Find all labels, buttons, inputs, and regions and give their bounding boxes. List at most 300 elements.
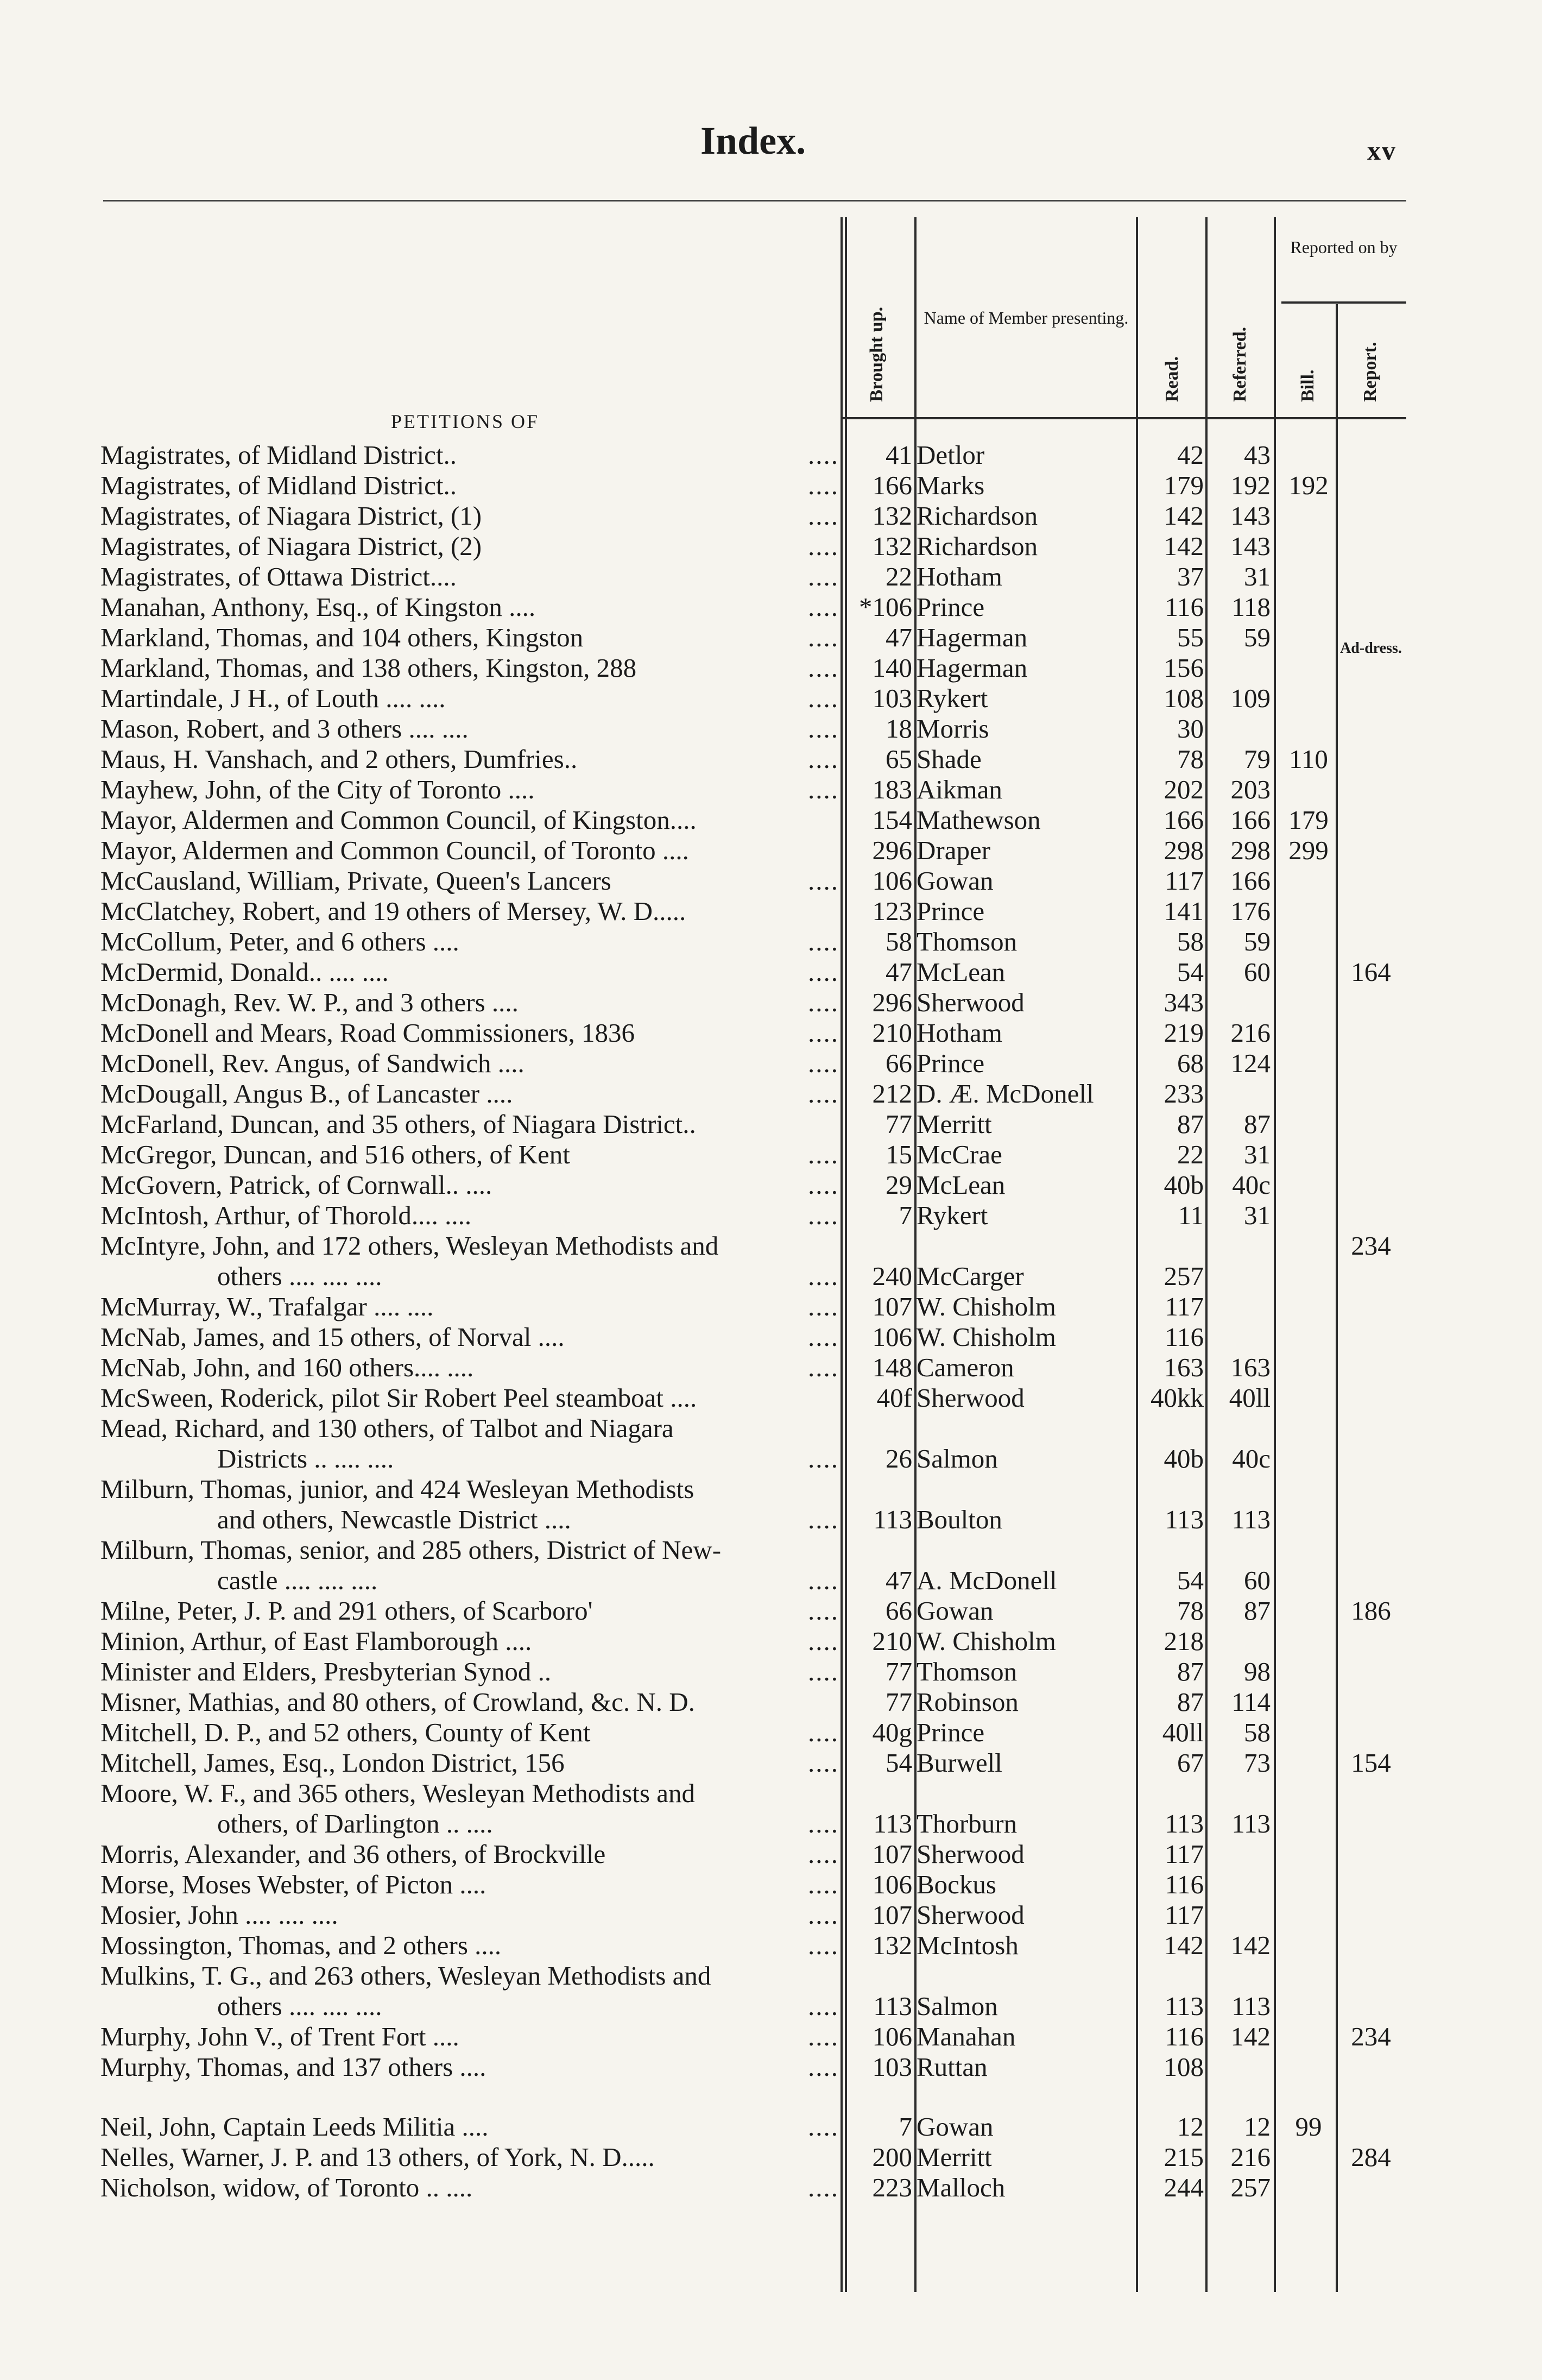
petitioner-name: Morse, Moses Webster, of Picton .... [100, 1869, 486, 1899]
table-row [0, 1352, 1542, 1383]
page-title: Index. [700, 119, 806, 162]
member-name: Prince [917, 1717, 985, 1747]
petitioner-name: Mossington, Thomas, and 2 others .... [100, 1930, 502, 1960]
brought-up-value: 148 [872, 1352, 912, 1382]
col-member: Name of Member presenting. [924, 308, 1129, 328]
referred-value: 109 [1230, 683, 1271, 713]
read-value: 179 [1164, 470, 1204, 500]
read-value: 116 [1165, 1869, 1204, 1899]
referred-value: 79 [1244, 744, 1271, 774]
read-value: 142 [1164, 1930, 1204, 1960]
member-name: Sherwood [917, 1900, 1025, 1930]
leader-dots: .... [808, 2112, 839, 2142]
read-value: 113 [1165, 1504, 1204, 1534]
read-value: 117 [1165, 1292, 1204, 1321]
leader-dots: .... [808, 1596, 839, 1626]
brought-up-value: 47 [886, 622, 912, 652]
table-row [0, 866, 1542, 896]
read-value: 113 [1165, 1809, 1204, 1838]
brought-up-value: 296 [872, 987, 912, 1017]
petitioner-name: McDonagh, Rev. W. P., and 3 others .... [100, 987, 519, 1017]
petitioner-name: others, of Darlington .. .... [217, 1809, 493, 1838]
read-value: 233 [1164, 1079, 1204, 1109]
leader-dots: .... [808, 1444, 839, 1474]
leader-dots: .... [808, 1139, 839, 1169]
brought-up-value: 240 [872, 1261, 912, 1291]
read-value: 219 [1164, 1018, 1204, 1048]
brought-up-value: 106 [872, 1322, 912, 1352]
referred-value: 203 [1230, 775, 1271, 804]
table-row [0, 1200, 1542, 1231]
leader-dots: .... [808, 1200, 839, 1230]
read-value: 42 [1177, 440, 1204, 470]
member-name: Hotham [917, 1018, 1002, 1048]
petitioner-name: McNab, John, and 160 others.... .... [100, 1352, 474, 1382]
read-value: 30 [1177, 714, 1204, 744]
table-row [0, 1170, 1542, 1200]
report-value: 154 [1351, 1748, 1391, 1778]
leader-dots: .... [808, 957, 839, 987]
brought-up-value: 26 [886, 1444, 912, 1474]
member-name: Cameron [917, 1352, 1014, 1382]
read-value: 343 [1164, 987, 1204, 1017]
member-name: Prince [917, 896, 985, 926]
referred-value: 298 [1230, 835, 1271, 865]
table-row [0, 927, 1542, 957]
table-row [0, 2022, 1542, 2052]
table-row [0, 714, 1542, 744]
referred-value: 31 [1244, 1139, 1271, 1169]
petitioner-name: Misner, Mathias, and 80 others, of Crowland, &c. N. D. [100, 1687, 695, 1717]
petitioner-name: Minion, Arthur, of East Flamborough .... [100, 1626, 532, 1656]
table-row [0, 1079, 1542, 1109]
referred-value: 163 [1230, 1352, 1271, 1382]
read-value: 87 [1177, 1109, 1204, 1139]
read-value: 163 [1164, 1352, 1204, 1382]
referred-value: 257 [1230, 2173, 1271, 2202]
brought-up-value: 15 [886, 1139, 912, 1169]
brought-up-value: 113 [873, 1991, 912, 2021]
member-name: Mathewson [917, 805, 1041, 835]
leader-dots: .... [808, 1261, 839, 1291]
table-row [0, 1018, 1542, 1048]
member-name: Robinson [917, 1687, 1019, 1717]
petitioner-name: McSween, Roderick, pilot Sir Robert Peel steamboat .... [100, 1383, 697, 1413]
leader-dots: .... [808, 531, 839, 561]
brought-up-value: 66 [886, 1596, 912, 1626]
leader-dots: .... [808, 1504, 839, 1534]
petitioner-name: Minister and Elders, Presbyterian Synod .. [100, 1657, 552, 1686]
petitioner-name: Murphy, John V., of Trent Fort .... [100, 2022, 459, 2051]
read-value: 54 [1177, 1565, 1204, 1595]
table-row [0, 1930, 1542, 1961]
member-name: Salmon [917, 1991, 998, 2021]
table-row [0, 1839, 1542, 1869]
member-name: D. Æ. McDonell [917, 1079, 1094, 1109]
read-value: 156 [1164, 653, 1204, 683]
table-row [0, 501, 1542, 531]
rule-reported-sub [1281, 301, 1406, 304]
referred-value: 59 [1244, 927, 1271, 956]
table-row [0, 1231, 1542, 1261]
col-report: Report. [1360, 342, 1380, 402]
leader-dots: .... [808, 1352, 839, 1382]
referred-value: 143 [1230, 501, 1271, 531]
brought-up-value: 40f [876, 1383, 912, 1413]
referred-value: 114 [1231, 1687, 1271, 1717]
member-name: Gowan [917, 866, 994, 896]
member-name: Gowan [917, 2112, 994, 2142]
table-row [0, 1444, 1542, 1474]
brought-up-value: 106 [872, 2022, 912, 2051]
leader-dots: .... [808, 1657, 839, 1686]
petitioner-name: Mead, Richard, and 130 others, of Talbot and Niagara [100, 1413, 674, 1443]
petitioner-name: Moore, W. F., and 365 others, Wesleyan Methodists and [100, 1778, 695, 1808]
brought-up-value: 200 [872, 2142, 912, 2172]
read-value: 117 [1165, 1900, 1204, 1930]
referred-value: 113 [1231, 1504, 1271, 1534]
leader-dots: .... [808, 744, 839, 774]
table-row [0, 1717, 1542, 1748]
petitioner-name: others .... .... .... [217, 1991, 382, 2021]
member-name: McLean [917, 1170, 1006, 1200]
leader-dots: .... [808, 653, 839, 683]
petitioner-name: Morris, Alexander, and 36 others, of Brockville [100, 1839, 606, 1869]
brought-up-value: 123 [872, 896, 912, 926]
table-row [0, 470, 1542, 501]
report-value: 234 [1351, 2022, 1391, 2051]
brought-up-value: 296 [872, 835, 912, 865]
referred-value: 216 [1230, 2142, 1271, 2172]
brought-up-value: 18 [886, 714, 912, 744]
member-name: W. Chisholm [917, 1626, 1056, 1656]
member-name: Sherwood [917, 1839, 1025, 1869]
brought-up-value: 223 [872, 2173, 912, 2202]
petitioner-name: Magistrates, of Niagara District, (1) [100, 501, 482, 531]
referred-value: 142 [1230, 2022, 1271, 2051]
referred-value: 98 [1244, 1657, 1271, 1686]
referred-value: 113 [1231, 1809, 1271, 1838]
petitioner-name: Martindale, J H., of Louth .... .... [100, 683, 446, 713]
petitioner-name: Magistrates, of Midland District.. [100, 440, 457, 470]
read-value: 87 [1177, 1657, 1204, 1686]
header-rule [103, 200, 1406, 202]
member-name: Thorburn [917, 1809, 1018, 1838]
table-row [0, 805, 1542, 835]
member-name: McIntosh [917, 1930, 1019, 1960]
brought-up-value: 29 [886, 1170, 912, 1200]
read-value: 166 [1164, 805, 1204, 835]
petitioner-name: McCollum, Peter, and 6 others .... [100, 927, 459, 956]
table-row [0, 1413, 1542, 1444]
member-name: Prince [917, 592, 985, 622]
petitioner-name: Maus, H. Vanshach, and 2 others, Dumfries.. [100, 744, 578, 774]
brought-up-value: 103 [872, 2052, 912, 2082]
member-name: McCarger [917, 1261, 1024, 1291]
brought-up-value: 107 [872, 1292, 912, 1321]
leader-dots: .... [808, 470, 839, 500]
table-row [0, 1809, 1542, 1839]
member-name: McLean [917, 957, 1006, 987]
read-value: 12 [1177, 2112, 1204, 2142]
table-row [0, 1565, 1542, 1596]
bill-value: 299 [1288, 835, 1329, 865]
read-value: 117 [1165, 866, 1204, 896]
read-value: 37 [1177, 562, 1204, 591]
petitioner-name: Murphy, Thomas, and 137 others .... [100, 2052, 486, 2082]
leader-dots: .... [808, 1930, 839, 1960]
petitioner-name: McClatchey, Robert, and 19 others of Mersey, W. D..... [100, 896, 686, 926]
leader-dots: .... [808, 1991, 839, 2021]
table-row [0, 1869, 1542, 1900]
petitioner-name: McIntosh, Arthur, of Thorold.... .... [100, 1200, 472, 1230]
referred-value: 192 [1230, 470, 1271, 500]
petitioner-name: McFarland, Duncan, and 35 others, of Niagara District.. [100, 1109, 696, 1139]
read-value: 54 [1177, 957, 1204, 987]
leader-dots: .... [808, 501, 839, 531]
brought-up-value: 106 [872, 866, 912, 896]
table-row [0, 1687, 1542, 1717]
petitioner-name: Mason, Robert, and 3 others .... .... [100, 714, 469, 744]
leader-dots: .... [808, 440, 839, 470]
read-value: 11 [1178, 1200, 1204, 1230]
member-name: Ruttan [917, 2052, 988, 2082]
table-row [0, 744, 1542, 775]
table-row [0, 1778, 1542, 1809]
petitioner-name: McNab, James, and 15 others, of Norval .... [100, 1322, 565, 1352]
brought-up-value: 154 [872, 805, 912, 835]
petitioner-name: Mayor, Aldermen and Common Council, of Kingston.... [100, 805, 697, 835]
read-value: 40b [1164, 1444, 1204, 1474]
table-row [0, 1048, 1542, 1079]
referred-value: 58 [1244, 1717, 1271, 1747]
read-value: 202 [1164, 775, 1204, 804]
table-row [0, 2173, 1542, 2203]
brought-up-value: 103 [872, 683, 912, 713]
member-name: Thomson [917, 1657, 1018, 1686]
table-row [0, 592, 1542, 622]
table-row [0, 640, 1542, 683]
referred-value: 166 [1230, 805, 1271, 835]
member-name: Richardson [917, 531, 1038, 561]
member-name: Marks [917, 470, 985, 500]
member-name: Burwell [917, 1748, 1002, 1778]
read-value: 116 [1165, 592, 1204, 622]
member-name: A. McDonell [917, 1565, 1057, 1595]
member-name: Sherwood [917, 1383, 1025, 1413]
petitioner-name: Mitchell, D. P., and 52 others, County of Kent [100, 1717, 591, 1747]
table-row [0, 1383, 1542, 1413]
read-value: 142 [1164, 501, 1204, 531]
read-value: 113 [1165, 1991, 1204, 2021]
member-name: Morris [917, 714, 989, 744]
table-row [0, 683, 1542, 714]
member-name: Rykert [917, 683, 988, 713]
leader-dots: .... [808, 592, 839, 622]
member-name: Richardson [917, 501, 1038, 531]
petitioner-name: Magistrates, of Ottawa District.... [100, 562, 457, 591]
bill-value: 179 [1288, 805, 1329, 835]
referred-value: 31 [1244, 1200, 1271, 1230]
table-row [0, 1626, 1542, 1657]
table-row [0, 1261, 1542, 1292]
brought-up-value: 107 [872, 1839, 912, 1869]
referred-value: 59 [1244, 622, 1271, 652]
brought-up-value: 47 [886, 957, 912, 987]
brought-up-value: 66 [886, 1048, 912, 1078]
member-name: McCrae [917, 1139, 1002, 1169]
petitioner-name: McGregor, Duncan, and 516 others, of Kent [100, 1139, 570, 1169]
read-value: 58 [1177, 927, 1204, 956]
table-row [0, 2142, 1542, 2173]
brought-up-value: 106 [872, 1869, 912, 1899]
leader-dots: .... [808, 562, 839, 591]
referred-value: 60 [1244, 957, 1271, 987]
petitioner-name: McCausland, William, Private, Queen's Lancers [100, 866, 611, 896]
table-row [0, 1292, 1542, 1322]
petitioner-name: Mayhew, John, of the City of Toronto .... [100, 775, 535, 804]
leader-dots: .... [808, 1565, 839, 1595]
table-row [0, 835, 1542, 866]
table-row [0, 1322, 1542, 1352]
leader-dots: .... [808, 1292, 839, 1321]
petitioner-name: Manahan, Anthony, Esq., of Kingston .... [100, 592, 536, 622]
petitioner-name: Nicholson, widow, of Toronto .. .... [100, 2173, 473, 2202]
leader-dots: .... [808, 2052, 839, 2082]
col-referred: Referred. [1230, 326, 1250, 402]
table-row [0, 440, 1542, 470]
read-value: 215 [1164, 2142, 1204, 2172]
brought-up-value: 132 [872, 531, 912, 561]
brought-up-value: 212 [872, 1079, 912, 1109]
petitioner-name: McMurray, W., Trafalgar .... .... [100, 1292, 434, 1321]
member-name: W. Chisholm [917, 1322, 1056, 1352]
member-name: Detlor [917, 440, 985, 470]
brought-up-value: 47 [886, 1565, 912, 1595]
member-name: W. Chisholm [917, 1292, 1056, 1321]
bill-value: 99 [1295, 2112, 1322, 2142]
member-name: Aikman [917, 775, 1002, 804]
member-name: Malloch [917, 2173, 1006, 2202]
referred-value: 12 [1244, 2112, 1271, 2142]
referred-value: 176 [1230, 896, 1271, 926]
petitioner-name: Neil, John, Captain Leeds Militia .... [100, 2112, 489, 2142]
read-value: 142 [1164, 531, 1204, 561]
read-value: 244 [1164, 2173, 1204, 2202]
referred-value: 118 [1231, 592, 1271, 622]
petitioner-name: McIntyre, John, and 172 others, Wesleyan Methodists and [100, 1231, 719, 1261]
read-value: 40ll [1162, 1717, 1204, 1747]
petitioner-name: Milne, Peter, J. P. and 291 others, of Scarboro' [100, 1596, 593, 1626]
read-value: 55 [1177, 622, 1204, 652]
leader-dots: .... [808, 1839, 839, 1869]
brought-up-value: 132 [872, 1930, 912, 1960]
petitioner-name: McDonell, Rev. Angus, of Sandwich .... [100, 1048, 524, 1078]
member-name: Gowan [917, 1596, 994, 1626]
report-value: 186 [1351, 1596, 1391, 1626]
leader-dots: .... [808, 775, 839, 804]
member-name: Sherwood [917, 987, 1025, 1017]
petitioner-name: Milburn, Thomas, junior, and 424 Wesleyan Methodists [100, 1474, 694, 1504]
leader-dots: .... [808, 1048, 839, 1078]
col-reported-on-by: Reported on by [1290, 237, 1398, 257]
petitioner-name: Mulkins, T. G., and 263 others, Wesleyan Methodists and [100, 1961, 711, 1991]
referred-value: 40c [1232, 1444, 1271, 1474]
leader-dots: .... [808, 1900, 839, 1930]
leader-dots: .... [808, 2022, 839, 2051]
referred-value: 87 [1244, 1109, 1271, 1139]
member-name: Bockus [917, 1869, 996, 1899]
table-row [0, 896, 1542, 927]
member-name: Hotham [917, 562, 1002, 591]
petitioner-name: Magistrates, of Midland District.. [100, 470, 457, 500]
brought-up-value: 77 [886, 1109, 912, 1139]
referred-value: 216 [1230, 1018, 1271, 1048]
table-row [0, 957, 1542, 987]
member-name: Merritt [917, 2142, 992, 2172]
col-bill: Bill. [1298, 369, 1318, 402]
referred-value: 73 [1244, 1748, 1271, 1778]
brought-up-value: 140 [872, 653, 912, 683]
table-row [0, 2052, 1542, 2082]
brought-up-value: 107 [872, 1900, 912, 1930]
table-row [0, 1504, 1542, 1535]
bill-value: 110 [1289, 744, 1328, 774]
read-value: 78 [1177, 744, 1204, 774]
rule-header-bottom [840, 417, 1406, 419]
brought-up-value: 113 [873, 1504, 912, 1534]
leader-dots: .... [808, 927, 839, 956]
petitioner-name: Milburn, Thomas, senior, and 285 others, District of New- [100, 1535, 722, 1565]
table-row [0, 1657, 1542, 1687]
section-title: PETITIONS OF [391, 411, 540, 432]
referred-value: 31 [1244, 562, 1271, 591]
petitioner-name: Markland, Thomas, and 104 others, Kingston [100, 622, 584, 652]
col-brought-up: Brought up. [867, 306, 887, 402]
read-value: 257 [1164, 1261, 1204, 1291]
member-name: Shade [917, 744, 982, 774]
table-row [0, 1139, 1542, 1170]
petitioner-name: McDougall, Angus B., of Lancaster .... [100, 1079, 513, 1109]
table-row [0, 1109, 1542, 1139]
member-name: Hagerman [917, 653, 1028, 683]
brought-up-value: 65 [886, 744, 912, 774]
read-value: 40kk [1151, 1383, 1204, 1413]
petitioner-name: Mitchell, James, Esq., London District, 156 [100, 1748, 565, 1778]
leader-dots: .... [808, 1626, 839, 1656]
leader-dots: .... [808, 1809, 839, 1838]
brought-up-value: 183 [872, 775, 912, 804]
table-row [0, 775, 1542, 805]
brought-up-value: 41 [886, 440, 912, 470]
leader-dots: .... [808, 1717, 839, 1747]
member-name: Salmon [917, 1444, 998, 1474]
member-name: Manahan [917, 2022, 1016, 2051]
member-name: Boulton [917, 1504, 1002, 1534]
report-value: 234 [1351, 1231, 1391, 1261]
leader-dots: .... [808, 1079, 839, 1109]
table-row [0, 531, 1542, 562]
read-value: 68 [1177, 1048, 1204, 1078]
report-value: 284 [1351, 2142, 1391, 2172]
read-value: 87 [1177, 1687, 1204, 1717]
read-value: 40b [1164, 1170, 1204, 1200]
leader-dots: .... [808, 1018, 839, 1048]
member-name: Thomson [917, 927, 1018, 956]
report-value: 164 [1351, 957, 1391, 987]
leader-dots: .... [808, 1322, 839, 1352]
member-name: Prince [917, 1048, 985, 1078]
